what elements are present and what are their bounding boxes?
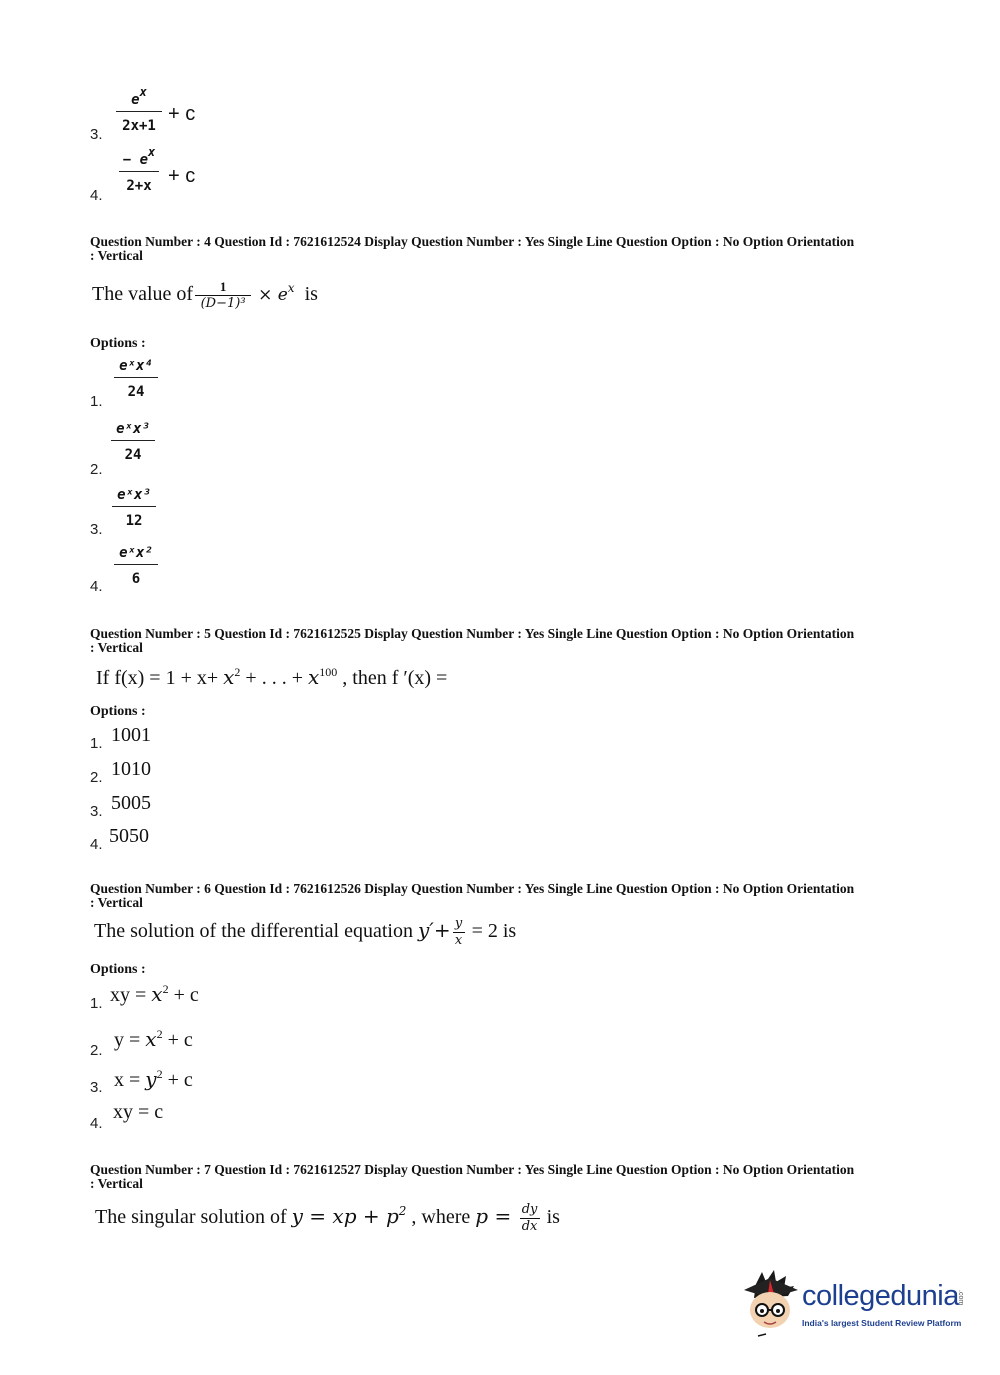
option-number: 4. bbox=[90, 578, 103, 595]
question-text bbox=[95, 1203, 560, 1234]
question-text bbox=[96, 665, 447, 690]
question-fraction bbox=[195, 280, 251, 311]
denominator: 12 bbox=[125, 513, 143, 529]
question-text-c: , then f ′(x) = bbox=[337, 667, 448, 689]
option-rhs: + c bbox=[162, 1069, 193, 1091]
option-number: 1. bbox=[90, 735, 103, 752]
equation: y = xp + p bbox=[291, 1204, 399, 1229]
numerator: y bbox=[454, 916, 463, 931]
numerator: eˣx³ bbox=[116, 421, 150, 437]
denominator: dx bbox=[521, 1219, 538, 1234]
option-sup: 2 bbox=[162, 982, 169, 996]
question-text bbox=[92, 280, 318, 311]
numerator: e bbox=[131, 92, 140, 108]
denominator: 6 bbox=[131, 571, 141, 587]
question-meta: Question Number : 6 Question Id : 7621612526 Display Question Number : Yes Single Line Question Option : No Option Orientation : Vertical bbox=[90, 881, 855, 910]
option-number: 3. bbox=[90, 521, 103, 538]
option-number: 1. bbox=[90, 995, 103, 1012]
logo-tagline: India's largest Student Review Platform bbox=[802, 1318, 962, 1328]
options-label: Options : bbox=[90, 336, 146, 351]
p-equals: p = bbox=[475, 1204, 518, 1229]
option-value: 1001 bbox=[111, 724, 151, 746]
fraction-bar bbox=[111, 440, 155, 441]
options-label: Options : bbox=[90, 962, 146, 977]
option-sup: 2 bbox=[156, 1027, 163, 1041]
question-text-post: = 2 is bbox=[466, 920, 517, 943]
numerator: − e bbox=[122, 152, 149, 168]
options-label: Options : bbox=[90, 704, 146, 719]
numerator: eˣx³ bbox=[117, 487, 151, 503]
option-rhs: + c bbox=[168, 984, 199, 1006]
denominator: 24 bbox=[127, 384, 145, 400]
option-lhs: x = bbox=[114, 1069, 146, 1091]
option-number: 1. bbox=[90, 393, 103, 410]
question-text-a: If f(x) = 1 + x+ bbox=[96, 667, 224, 689]
option-suffix: + c bbox=[168, 103, 196, 125]
option-number: 3. bbox=[90, 803, 103, 820]
question-fraction bbox=[453, 917, 465, 948]
question-text-mid: × e bbox=[258, 285, 288, 306]
option-lhs: y = bbox=[114, 1029, 146, 1051]
question-fraction bbox=[520, 1203, 540, 1234]
question-text-post: is bbox=[541, 1206, 560, 1229]
fraction-bar bbox=[112, 506, 156, 507]
collegedunia-logo[interactable] bbox=[740, 1268, 980, 1348]
option-fraction bbox=[114, 545, 158, 587]
option-value bbox=[114, 1027, 193, 1052]
option-number: 4. bbox=[90, 836, 103, 853]
fraction-bar bbox=[114, 377, 158, 378]
var-x: x bbox=[223, 665, 235, 689]
denominator: x bbox=[454, 933, 463, 948]
option-suffix: + c bbox=[168, 165, 196, 187]
numerator: eˣx² bbox=[119, 545, 153, 561]
option-fraction bbox=[111, 421, 155, 463]
option-fraction bbox=[112, 487, 156, 529]
question-text-pre: The singular solution of bbox=[95, 1206, 292, 1229]
numerator-sup: x bbox=[139, 85, 147, 99]
option-number: 2. bbox=[90, 1042, 103, 1059]
equation-sup: 2 bbox=[398, 1204, 407, 1219]
numerator: eˣx⁴ bbox=[119, 358, 153, 374]
question-meta: Question Number : 4 Question Id : 7621612524 Display Question Number : Yes Single Line Question Option : No Option Orientation : Vertical bbox=[90, 234, 855, 263]
fraction-bar bbox=[116, 111, 162, 112]
denominator: 2x+1 bbox=[122, 118, 156, 134]
option-value bbox=[114, 1067, 193, 1092]
question-text-pre: The value of bbox=[92, 283, 194, 306]
option-value: 1010 bbox=[111, 758, 151, 780]
option-value bbox=[113, 1101, 163, 1124]
question-text-mid: , where bbox=[406, 1206, 476, 1229]
option-lhs: xy = c bbox=[113, 1101, 164, 1123]
numerator-sup: x bbox=[148, 145, 156, 159]
option-number: 3. bbox=[90, 126, 103, 143]
question-text-b: + . . . + bbox=[240, 667, 308, 689]
option-sup: 2 bbox=[156, 1067, 163, 1081]
option-fraction bbox=[114, 358, 158, 400]
y-prime: y′+ bbox=[417, 918, 451, 943]
logo-com: .com bbox=[957, 1290, 964, 1306]
mascot-icon bbox=[740, 1268, 802, 1340]
option-number: 3. bbox=[90, 1079, 103, 1096]
option-number: 2. bbox=[90, 461, 103, 478]
denominator: (D−1)³ bbox=[200, 296, 246, 311]
question-meta: Question Number : 5 Question Id : 7621612525 Display Question Number : Yes Single Line Question Option : No Option Orientation : Vertical bbox=[90, 626, 855, 655]
question-text-post: is bbox=[304, 283, 318, 306]
option-rhs: + c bbox=[162, 1029, 193, 1051]
option-var: y bbox=[145, 1067, 157, 1091]
fraction-bar bbox=[119, 171, 159, 172]
option-number: 2. bbox=[90, 769, 103, 786]
fraction-bar bbox=[114, 564, 158, 565]
denominator: 2+x bbox=[126, 178, 152, 194]
option-lhs: xy = bbox=[110, 984, 152, 1006]
sup: 2 bbox=[234, 665, 241, 679]
option-value: 5005 bbox=[111, 792, 151, 814]
option-fraction bbox=[119, 145, 159, 194]
question-meta: Question Number : 7 Question Id : 7621612527 Display Question Number : Yes Single Line Question Option : No Option Orientation : Vertical bbox=[90, 1162, 855, 1191]
option-var: x bbox=[145, 1027, 157, 1051]
option-value: 5050 bbox=[109, 825, 149, 847]
question-text bbox=[94, 917, 516, 948]
logo-name: collegedunia bbox=[802, 1280, 959, 1312]
option-var: x bbox=[151, 982, 163, 1006]
option-fraction bbox=[116, 85, 162, 134]
option-number: 4. bbox=[90, 187, 103, 204]
numerator: dy bbox=[521, 1202, 538, 1217]
question-sup: x bbox=[287, 281, 295, 296]
sup: 100 bbox=[319, 665, 338, 679]
var-x: x bbox=[307, 665, 320, 689]
option-number: 4. bbox=[90, 1115, 103, 1132]
question-text-pre: The solution of the differential equation bbox=[94, 920, 418, 943]
numerator: 1 bbox=[219, 279, 227, 294]
option-value bbox=[110, 982, 199, 1007]
denominator: 24 bbox=[124, 447, 142, 463]
